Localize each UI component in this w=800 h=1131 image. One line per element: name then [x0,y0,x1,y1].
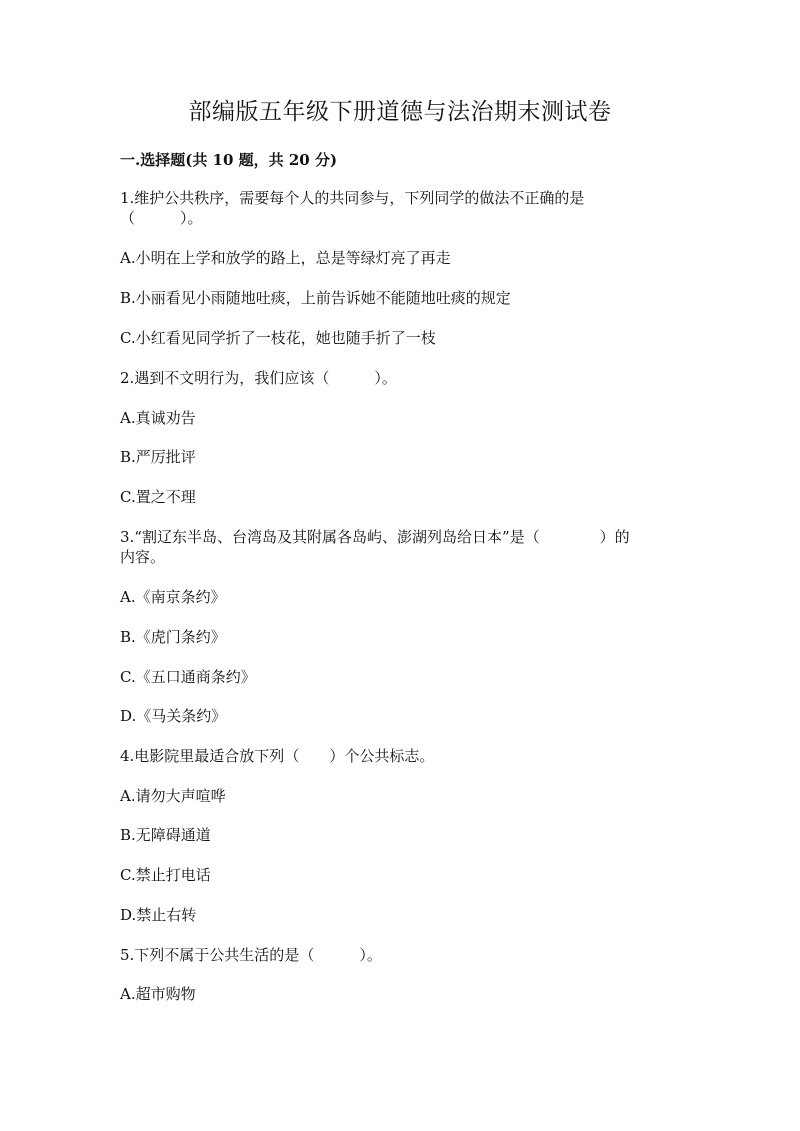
question-4-option-a: A.请勿大声喧哗 [120,787,226,805]
question-4-stem [120,746,685,766]
question-2-option-b: B.严厉批评 [120,448,196,466]
question-2-option-c: C.置之不理 [120,488,196,506]
question-stem-line: （ ）。 [120,209,203,227]
page-title: 部编版五年级下册道德与法治期末测试卷 [188,99,612,125]
question-1-option-c: C.小红看见同学折了一枝花，她也随手折了一枝 [120,329,436,347]
question-5-stem [120,945,685,965]
section-heading: 一.选择题(共 10 题，共 20 分) [120,151,338,169]
question-3-option-b: B.《虎门条约》 [120,628,226,646]
question-stem-line: 4.电影院里最适合放下列（ ）个公共标志。 [120,747,435,765]
question-1-stem [120,188,685,228]
question-3-stem [120,527,685,567]
question-3-option-c: C.《五口通商条约》 [120,668,256,686]
question-4-option-c: C.禁止打电话 [120,866,211,884]
question-stem-line: 1.维护公共秩序，需要每个人的共同参与，下列同学的做法不正确的是 [120,189,585,207]
question-4-option-b: B.无障碍通道 [120,826,211,844]
question-stem-line: 2.遇到不文明行为，我们应该（ ）。 [120,369,397,387]
question-1-option-a: A.小明在上学和放学的路上，总是等绿灯亮了再走 [120,249,451,267]
question-2-stem [120,368,685,388]
question-stem-line: 3.“割辽东半岛、台湾岛及其附属各岛屿、澎湖列岛给日本”是（ ）的 [120,528,630,546]
question-2-option-a: A.真诚劝告 [120,409,196,427]
question-5-option-a: A.超市购物 [120,985,196,1003]
question-stem-line: 5.下列不属于公共生活的是（ ）。 [120,946,382,964]
question-3-option-d: D.《马关条约》 [120,707,227,725]
question-1-option-b: B.小丽看见小雨随地吐痰，上前告诉她不能随地吐痰的规定 [120,289,511,307]
question-4-option-d: D.禁止右转 [120,906,197,924]
question-3-option-a: A.《南京条约》 [120,588,226,606]
question-stem-line: 内容。 [120,548,166,566]
